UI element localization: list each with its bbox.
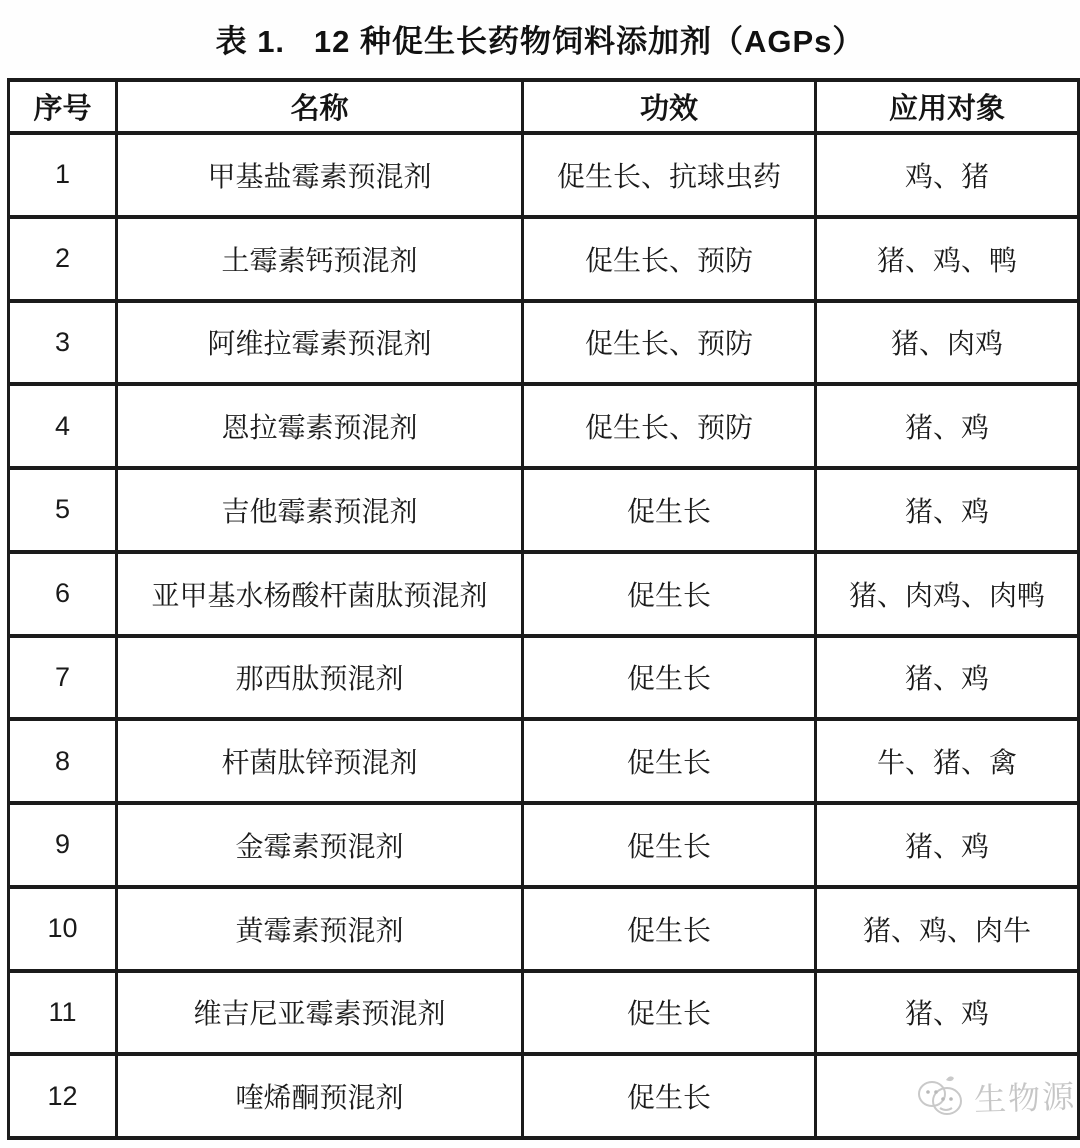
table-row (9, 636, 1079, 720)
header-name: 名称 (117, 80, 523, 133)
cell-no: 4 (9, 384, 117, 468)
cell-target (816, 1054, 1079, 1138)
cell-target: 猪、鸡、肉牛 (816, 887, 1079, 971)
table-row (9, 217, 1079, 301)
cell-target: 猪、鸡 (816, 468, 1079, 552)
cell-effect: 促生长 (523, 971, 816, 1055)
cell-target: 鸡、猪 (816, 133, 1079, 217)
cell-target: 猪、肉鸡、肉鸭 (816, 552, 1079, 636)
cell-effect: 促生长 (523, 468, 816, 552)
cell-name: 那西肽预混剂 (117, 636, 523, 720)
cell-effect: 促生长、抗球虫药 (523, 133, 816, 217)
cell-effect: 促生长 (523, 803, 816, 887)
table-row (9, 468, 1079, 552)
cell-name: 喹烯酮预混剂 (117, 1054, 523, 1138)
cell-target: 牛、猪、禽 (816, 719, 1079, 803)
table-row (9, 719, 1079, 803)
cell-name: 吉他霉素预混剂 (117, 468, 523, 552)
header-effect: 功效 (523, 80, 816, 133)
cell-target: 猪、鸡 (816, 971, 1079, 1055)
cell-name: 亚甲基水杨酸杆菌肽预混剂 (117, 552, 523, 636)
cell-target: 猪、鸡 (816, 384, 1079, 468)
cell-effect: 促生长 (523, 1054, 816, 1138)
cell-no: 3 (9, 301, 117, 385)
cell-name: 杆菌肽锌预混剂 (117, 719, 523, 803)
cell-target: 猪、鸡 (816, 636, 1079, 720)
cell-no: 10 (9, 887, 117, 971)
cell-name: 维吉尼亚霉素预混剂 (117, 971, 523, 1055)
cell-effect: 促生长、预防 (523, 217, 816, 301)
cell-target: 猪、鸡、鸭 (816, 217, 1079, 301)
cell-name: 恩拉霉素预混剂 (117, 384, 523, 468)
cell-name: 甲基盐霉素预混剂 (117, 133, 523, 217)
cell-effect: 促生长 (523, 636, 816, 720)
cell-name: 阿维拉霉素预混剂 (117, 301, 523, 385)
table-row (9, 552, 1079, 636)
table-row (9, 384, 1079, 468)
cell-no: 5 (9, 468, 117, 552)
header-target: 应用对象 (816, 80, 1079, 133)
cell-name: 金霉素预混剂 (117, 803, 523, 887)
cell-no: 2 (9, 217, 117, 301)
cell-no: 7 (9, 636, 117, 720)
table-row (9, 301, 1079, 385)
cell-effect: 促生长 (523, 887, 816, 971)
cell-no: 9 (9, 803, 117, 887)
cell-no: 8 (9, 719, 117, 803)
table-row (9, 133, 1079, 217)
cell-no: 12 (9, 1054, 117, 1138)
table-title: 表 1. 12 种促生长药物饲料添加剂（AGPs） (215, 24, 865, 59)
header-no: 序号 (9, 80, 117, 133)
table-row (9, 887, 1079, 971)
cell-effect: 促生长、预防 (523, 384, 816, 468)
cell-target: 猪、鸡 (816, 803, 1079, 887)
cell-no: 11 (9, 971, 117, 1055)
watermark-text: 生物源 (973, 1078, 1077, 1118)
cell-effect: 促生长、预防 (523, 301, 816, 385)
cell-effect: 促生长 (523, 719, 816, 803)
cell-effect: 促生长 (523, 552, 816, 636)
cell-name: 土霉素钙预混剂 (117, 217, 523, 301)
header-row (9, 80, 1079, 133)
cell-no: 1 (9, 133, 117, 217)
table-row (9, 803, 1079, 887)
table-row (9, 1054, 1079, 1138)
cell-target: 猪、肉鸡 (816, 301, 1079, 385)
table-row (9, 971, 1079, 1055)
cell-name: 黄霉素预混剂 (117, 887, 523, 971)
agp-table (7, 78, 1080, 1140)
cell-no: 6 (9, 552, 117, 636)
